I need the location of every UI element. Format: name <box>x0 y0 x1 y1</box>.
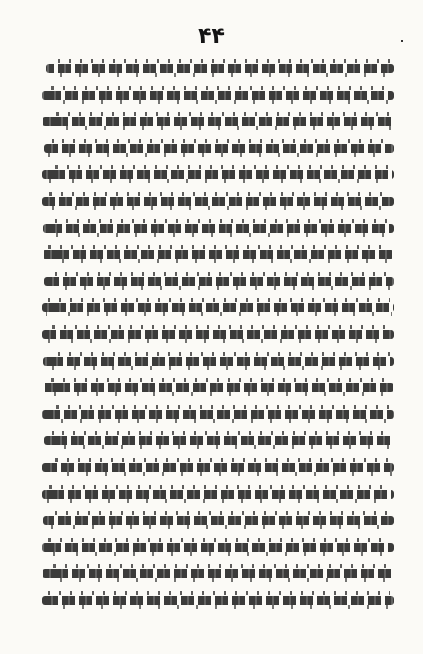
text-line <box>42 537 394 557</box>
line-dots <box>48 165 390 169</box>
line-tails <box>50 73 392 77</box>
page-number: ۴۴ <box>198 24 225 49</box>
line-tails <box>46 499 392 503</box>
line-ink <box>42 543 394 552</box>
line-dots <box>49 219 390 223</box>
line-ink <box>43 224 394 233</box>
line-ink <box>43 516 394 525</box>
line-ink <box>42 490 394 499</box>
line-dots <box>48 591 390 595</box>
line-dots <box>48 245 390 249</box>
line-tails <box>47 366 392 370</box>
line-dots <box>50 139 390 143</box>
line-tails <box>46 339 392 343</box>
text-line <box>42 563 394 583</box>
line-ink <box>42 303 394 312</box>
line-ink <box>43 357 394 366</box>
text-line <box>42 351 394 371</box>
line-dots <box>48 325 390 329</box>
line-dots <box>48 298 390 302</box>
text-line <box>42 484 394 504</box>
line-ink <box>44 436 394 445</box>
text-line <box>42 404 394 424</box>
line-tails <box>46 126 392 130</box>
line-dots <box>48 378 390 382</box>
body-text <box>42 58 394 616</box>
line-tails <box>46 419 392 423</box>
line-tails <box>47 233 392 237</box>
text-line <box>42 111 394 131</box>
text-line <box>42 244 394 264</box>
line-tails <box>46 179 392 183</box>
text-line <box>42 58 394 78</box>
line-tails <box>46 392 392 396</box>
text-line <box>42 85 394 105</box>
line-tails <box>46 259 392 263</box>
text-line <box>42 430 394 450</box>
line-ink <box>42 330 394 339</box>
line-ink <box>42 463 394 472</box>
text-line <box>42 138 394 158</box>
line-tails <box>46 472 392 476</box>
line-dots <box>48 192 390 196</box>
line-ink <box>42 91 394 100</box>
text-line <box>42 457 394 477</box>
text-line <box>42 191 394 211</box>
line-dots <box>49 352 390 356</box>
line-ink <box>42 596 394 605</box>
corner-mark <box>401 40 403 42</box>
line-tails <box>46 605 392 609</box>
line-tails <box>48 445 392 449</box>
line-tails <box>46 578 392 582</box>
line-ink <box>42 170 394 179</box>
line-ink <box>42 383 394 392</box>
line-tails <box>47 525 392 529</box>
line-dots <box>48 564 390 568</box>
line-tails <box>48 286 392 290</box>
line-ink <box>46 64 394 73</box>
line-dots <box>48 112 390 116</box>
line-dots <box>50 272 390 276</box>
line-dots <box>48 485 390 489</box>
line-dots <box>48 86 390 90</box>
line-ink <box>44 144 394 153</box>
line-tails <box>46 552 392 556</box>
text-line <box>42 271 394 291</box>
line-ink <box>42 117 394 126</box>
line-dots <box>48 538 390 542</box>
line-dots <box>49 511 390 515</box>
line-tails <box>46 100 392 104</box>
text-line <box>42 297 394 317</box>
line-ink <box>42 250 394 259</box>
text-line <box>42 324 394 344</box>
line-tails <box>46 206 392 210</box>
line-ink <box>42 569 394 578</box>
line-ink <box>42 197 394 206</box>
text-line <box>42 218 394 238</box>
line-dots <box>52 59 390 63</box>
line-dots <box>48 458 390 462</box>
line-ink <box>42 410 394 419</box>
line-ink <box>44 277 394 286</box>
line-dots <box>48 405 390 409</box>
line-tails <box>46 312 392 316</box>
text-line <box>42 164 394 184</box>
text-line <box>42 510 394 530</box>
text-line <box>42 377 394 397</box>
text-line <box>42 590 394 610</box>
line-dots <box>50 431 390 435</box>
line-tails <box>48 153 392 157</box>
